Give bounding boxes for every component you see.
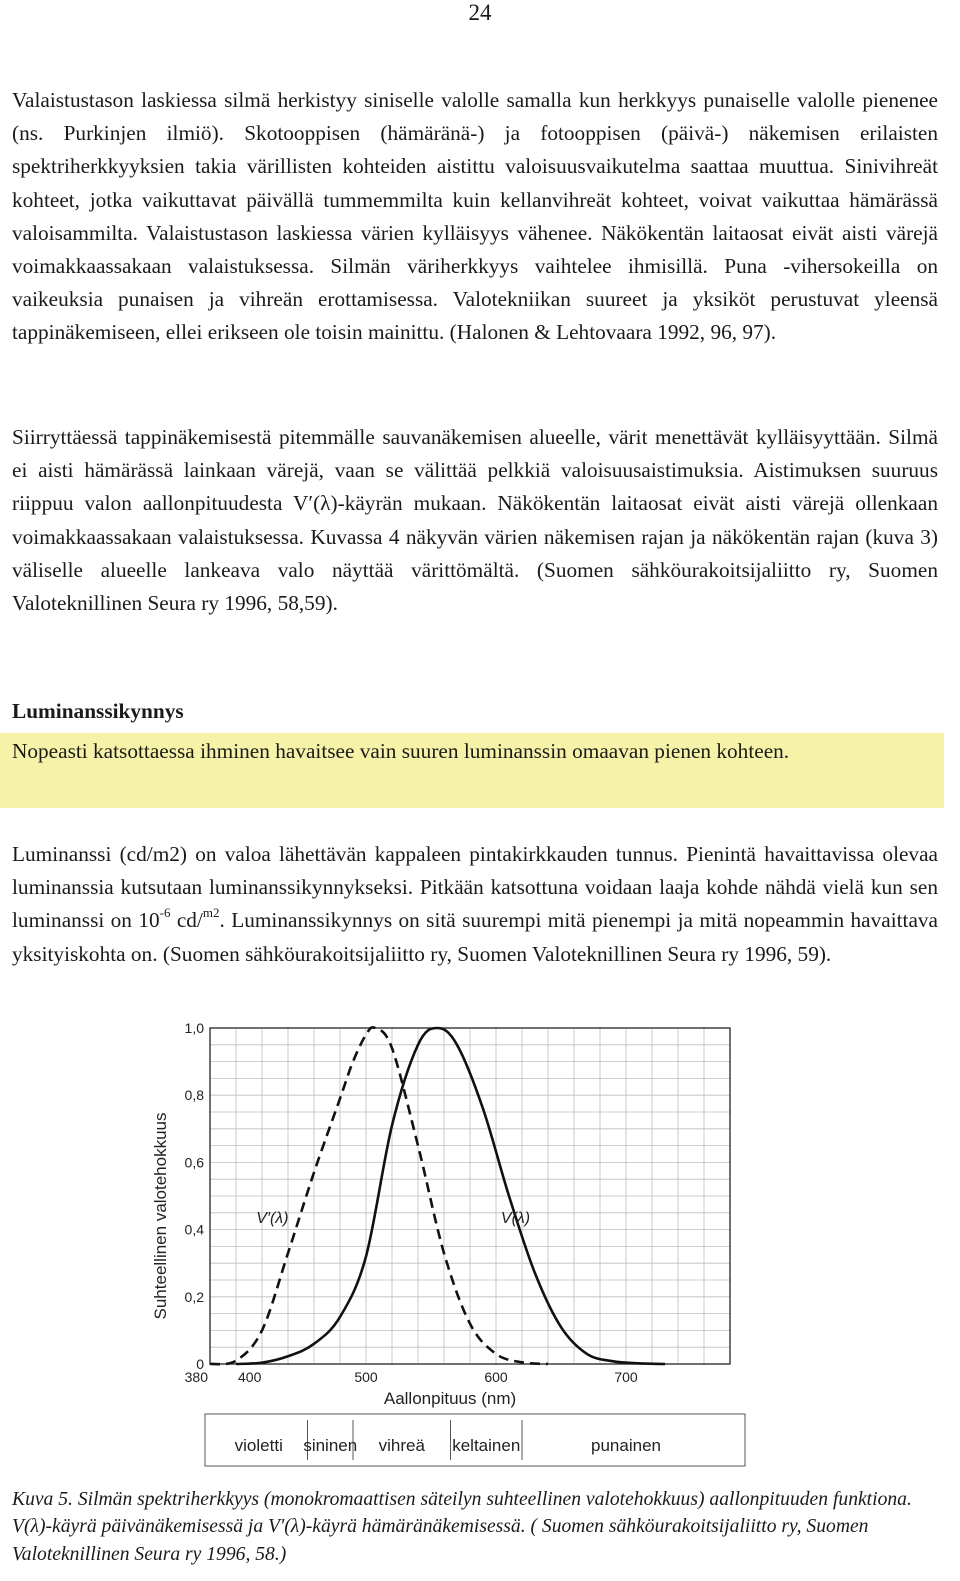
x-tick-label: 380: [184, 1369, 208, 1385]
y-tick-label: 0,8: [184, 1087, 204, 1104]
highlight-box: [0, 733, 944, 808]
luminance-text-3: . Luminanssikynnys on sitä suurempi mitä pienempi ja mitä nopeammin havaittava yksityiskohta on. (Suomen sähköurakoitsijaliitto ry, Suomen Valoteknillinen Seura ry 1996, 59).: [12, 908, 938, 966]
band-label: punainen: [591, 1436, 661, 1455]
y-tick-label: 0,2: [184, 1288, 204, 1305]
band-label: sininen: [303, 1436, 358, 1455]
chart-svg: [140, 1016, 840, 1476]
exponent: -6: [159, 905, 171, 921]
spectral-sensitivity-chart: [140, 1016, 840, 1476]
series-label: V(λ): [500, 1209, 531, 1227]
y-tick-label: 0: [196, 1356, 204, 1372]
band-label: vihreä: [378, 1436, 425, 1455]
band-label: keltainen: [452, 1436, 521, 1455]
paragraph-purkinje: Valaistustason laskiessa silmä herkistyy siniselle valolle samalla kun herkkyys punaiselle valolle pienenee (ns. Purkinjen ilmiö). Skotooppisen (hämäränä-) ja fotooppisen (päivä-) näkemisen erilaisten spektriherkkyyksien takia värillisten kohteiden aistittu valoisuusvaikutelma saattaa muuttua. Sinivihreät kohteet, jotka vaikuttavat päivällä tummemmilta kuin kellanvihreät kohteet, voivat vaikuttaa hämärässä valoisammilta. Valaistustason laskiessa värien kylläisyys vähenee. Näkökentän laitaosat eivät aisti värejä voimakkaassakaan valaistuksessa. Silmän väriherkkyys vaihtelee ihmisillä. Puna -vihersokeilla on vaikeuksia punaisen ja vihreän erottamisessa. Valotekniikan suureet ja yksiköt perustuvat yleensä tappinäkemiseen, ellei erikseen ole toisin mainittu. (Halonen & Lehtovaara 1992, 96, 97).: [12, 88, 938, 345]
x-tick-label: 500: [354, 1369, 378, 1385]
highlight-text: Nopeasti katsottaessa ihminen havaitsee vain suuren luminanssin omaavan pienen kohteen.: [12, 739, 790, 763]
series-label: V′(λ): [256, 1209, 289, 1227]
x-axis-label: Aallonpituus (nm): [383, 1389, 517, 1408]
x-tick-label: 400: [238, 1369, 262, 1385]
band-label: violetti: [234, 1436, 283, 1455]
unit-superscript: m2: [202, 905, 220, 921]
paragraph-rod-vision: Siirryttäessä tappinäkemisestä pitemmälle sauvanäkemisen alueelle, värit menettävät kylläisyyttään. Silmä ei aisti hämärässä lainkaan värejä, vaan se välittää pelkkiä valoisuusaistimuksia. Aistimuksen suuruus riippuu valon aallonpituudesta V′(λ)-käyrän mukaan. Näkökentän laitaosat eivät aisti värejä ollenkaan voimakkaassakaan valaistuksessa. Kuvassa 4 näkyvän värien näkemisen rajan ja näkökentän rajan (kuva 3) väliselle alueelle lankeava valo näyttää värittömältä. (Suomen sähköurakoitsijaliitto ry, Suomen Valoteknillinen Seura ry 1996, 58,59).: [12, 425, 938, 616]
x-tick-label: 700: [614, 1369, 638, 1385]
y-tick-label: 1,0: [184, 1020, 204, 1036]
y-tick-label: 0,4: [184, 1221, 204, 1238]
luminance-text-2: cd/: [170, 908, 203, 933]
x-tick-label: 600: [484, 1369, 508, 1385]
y-axis-label: Suhteellinen valotehokkuus: [151, 1112, 170, 1320]
chart-grid: [210, 1028, 730, 1364]
luminance-text-1: Luminanssi (cd/m2) on valoa lähettävän kappaleen pintakirkkauden tunnus. Pienintä havaittavissa olevaa luminanssia kutsutaan luminanssikynnykseksi. Pitkään katsottuna voidaan laaja kohde nähdä vielä kun sen luminanssi on 10: [12, 842, 938, 933]
y-tick-label: 0,6: [184, 1154, 204, 1171]
paragraph-luminance: [12, 838, 938, 971]
color-bands: [205, 1414, 745, 1466]
page-number: 24: [468, 0, 492, 25]
figure-caption: Kuva 5. Silmän spektriherkkyys (monokromaattisen säteilyn suhteellinen valotehokkuus) aallonpituuden funktiona. V(λ)-käyrä päivänäkemisessä ja V'(λ)-käyrä hämäränäkemisessä. ( Suomen sähköurakoitsijaliitto ry, Suomen Valoteknillinen Seura ry 1996, 58.): [12, 1489, 912, 1565]
section-heading: Luminanssikynnys: [12, 699, 184, 723]
